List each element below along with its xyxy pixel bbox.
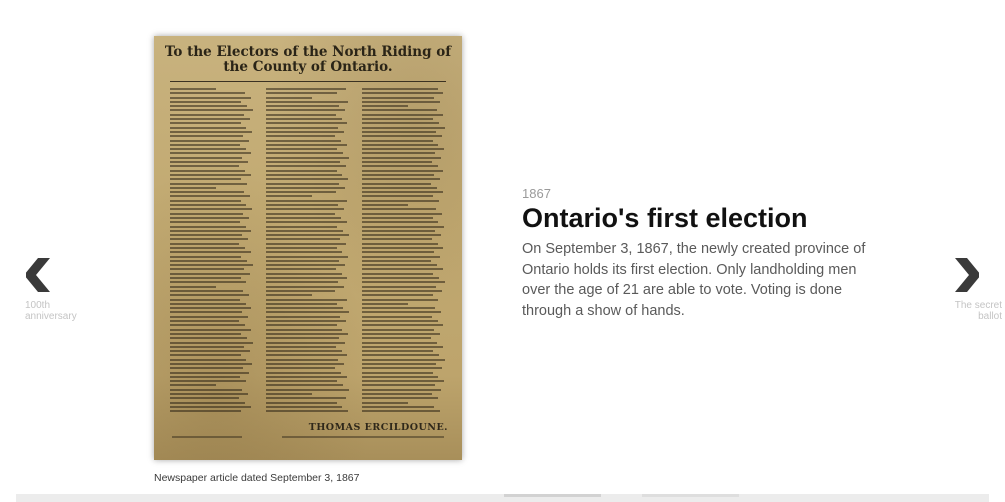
chevron-right-icon [953,258,979,292]
event-title: Ontario's first election [522,203,808,233]
event-year: 1867 [522,186,551,201]
next-slide-button[interactable] [930,258,1002,322]
image-caption: Newspaper article dated September 3, 1867 [154,472,360,484]
chevron-left-icon [26,258,52,292]
newspaper-headline: To the Electors of the North Riding of the County of Ontario. [164,44,452,75]
headline-rule [170,81,446,82]
event-info [522,186,872,321]
newspaper-column [170,88,254,418]
newspaper-image [154,36,462,460]
newspaper-column [362,88,446,418]
previous-slide-button[interactable] [3,258,75,322]
newspaper-footer [172,436,444,440]
timeline-scrollbar[interactable] [16,494,989,502]
newspaper-signature: THOMAS ERCILDOUNE. [308,422,448,433]
next-slide-label: The secret ballot [954,300,1002,322]
newspaper-column [266,88,350,418]
timeline-tab[interactable] [504,494,601,497]
timeline-tab[interactable] [642,494,739,497]
previous-slide-label: 100th anniversary [25,300,77,322]
event-description: On September 3, 1867, the newly created province of Ontario holds its first election. Only landholding men over the age of 21 are able to vote. Voting is done through a show of hands. [522,241,866,319]
newspaper-page [154,36,462,460]
